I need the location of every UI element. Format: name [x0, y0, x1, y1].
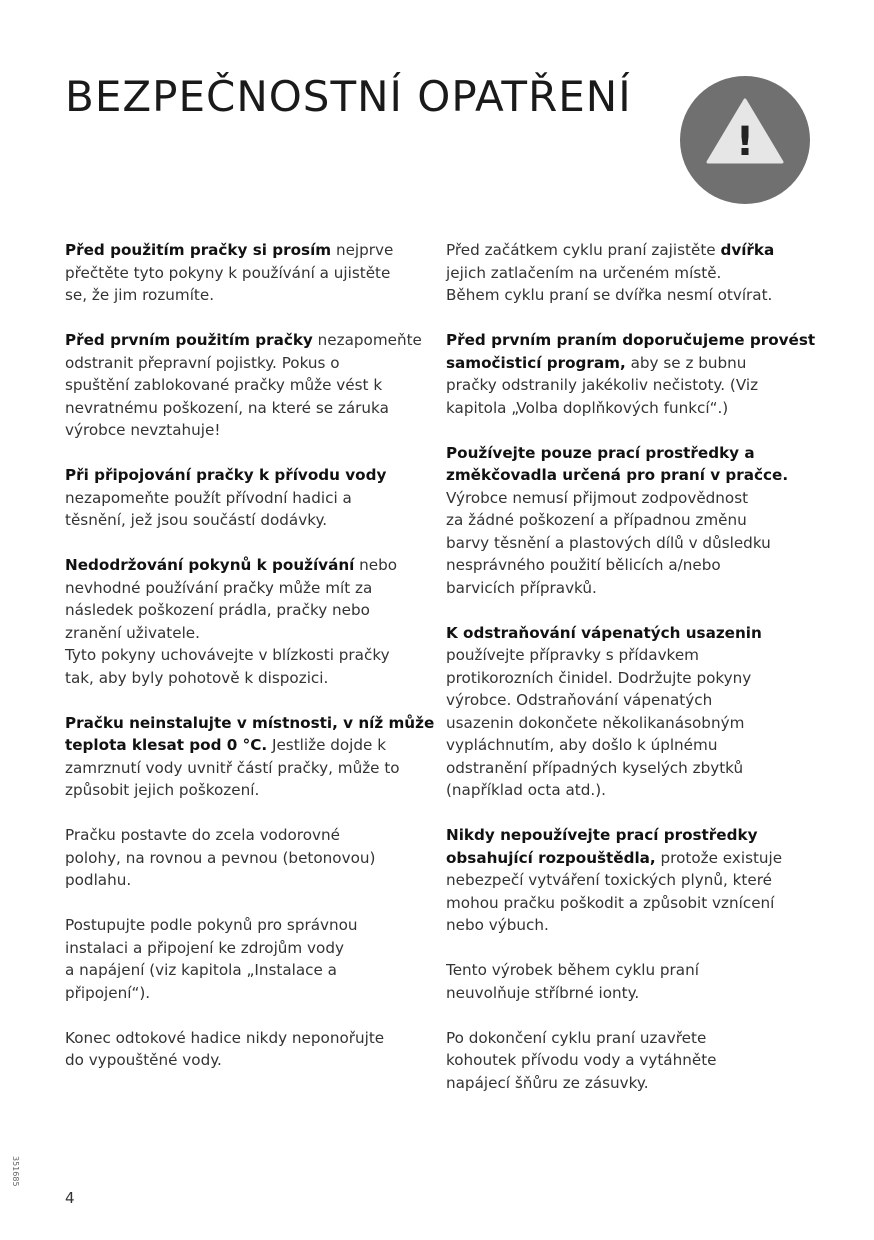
text-line — [65, 599, 437, 622]
text-line — [446, 622, 836, 645]
text: a napájení (viz kapitola „Instalace a — [65, 961, 337, 979]
text-line — [446, 689, 836, 712]
text: používejte přípravky s přídavkem — [446, 646, 699, 664]
bold-text: K odstraňování vápenatých usazenin — [446, 623, 762, 642]
text-line — [446, 284, 836, 307]
text: přečtěte tyto pokyny k používání a ujistěte — [65, 263, 391, 282]
text-line — [446, 847, 836, 870]
text: Tyto pokyny uchovávejte v blízkosti pračky — [65, 646, 390, 664]
text-line — [65, 509, 437, 532]
text: odstranit přepravní pojistky. Pokus o — [65, 353, 340, 372]
text-line — [65, 982, 437, 1005]
text-line — [446, 487, 836, 510]
text: tak, aby byly pohotově k dispozici. — [65, 668, 329, 687]
text-line — [65, 667, 437, 690]
text: zamrznutí vody uvnitř částí pračky, může to — [65, 758, 400, 777]
bold-text: změkčovadla určená pro praní v pračce. — [446, 466, 789, 484]
text: barvy těsnění a plastových dílů v důsledku — [446, 533, 771, 552]
text-line — [65, 577, 437, 600]
text-line — [65, 419, 437, 442]
text-line — [65, 554, 437, 577]
text: Konec odtokové hadice nikdy neponořujte — [65, 1028, 385, 1047]
text: připojení“). — [65, 983, 151, 1002]
text-line — [446, 262, 836, 285]
text: odstranění případných kyselých zbytků — [446, 758, 744, 777]
text-line — [65, 869, 437, 892]
text-line — [65, 464, 437, 487]
document-code: 351685 — [11, 1156, 20, 1187]
text-line — [65, 1049, 437, 1072]
paragraph — [446, 1027, 836, 1095]
text: Pračku postavte do zcela vodorovné — [65, 826, 340, 844]
text-line — [446, 239, 836, 262]
text-line — [446, 712, 836, 735]
text: barvicích přípravků. — [446, 578, 597, 597]
text-line — [446, 734, 836, 757]
text: zranění uživatele. — [65, 623, 200, 642]
text: podlahu. — [65, 871, 132, 889]
text-line — [446, 914, 836, 937]
text: těsnění, jež jsou součástí dodávky. — [65, 511, 328, 529]
text: napájecí šňůru ze zásuvky. — [446, 1073, 649, 1092]
text: nebezpečí vytváření toxických plynů, které — [446, 871, 772, 889]
text: mohou pračku poškodit a způsobit vznícení — [446, 893, 775, 912]
text-line — [65, 352, 437, 375]
text-line — [65, 779, 437, 802]
bold-text: samočisticí program, — [446, 353, 626, 372]
text: nezapomeňte použít přívodní hadici a — [65, 488, 352, 507]
text-line — [446, 577, 836, 600]
right-column — [446, 239, 836, 1117]
text: za žádné poškození a případnou změnu — [446, 511, 747, 529]
text-line — [446, 757, 836, 780]
page-number: 4 — [65, 1189, 75, 1207]
text: nesprávného použití bělicích a/nebo — [446, 556, 721, 574]
text-line — [446, 1072, 836, 1095]
text: se, že jim rozumíte. — [65, 286, 215, 304]
paragraph — [446, 622, 836, 802]
text-line — [65, 644, 437, 667]
text-line — [65, 239, 437, 262]
text: Před začátkem cyklu praní zajistěte — [446, 241, 721, 259]
bold-text: Při připojování pračky k přívodu vody — [65, 466, 387, 484]
text-line — [65, 329, 437, 352]
text-line — [65, 712, 437, 735]
text-line — [65, 734, 437, 757]
bold-text: Před prvním použitím pračky — [65, 331, 313, 349]
text-line — [65, 824, 437, 847]
text-line — [65, 959, 437, 982]
text: vypláchnutím, aby došlo k úplnému — [446, 736, 718, 754]
text-line — [446, 644, 836, 667]
text-line — [65, 937, 437, 960]
paragraph — [446, 824, 836, 937]
text-line — [65, 914, 437, 937]
text-line — [446, 397, 836, 420]
bold-text: Nikdy nepoužívejte prací prostředky — [446, 826, 758, 844]
text: Během cyklu praní se dvířka nesmí otvírat. — [446, 286, 773, 304]
text: polohy, na rovnou a pevnou (betonovou) — [65, 848, 376, 867]
paragraph — [65, 824, 437, 892]
text: (například octa atd.). — [446, 781, 606, 799]
text: nezapomeňte — [312, 331, 422, 349]
paragraph — [65, 1027, 437, 1072]
text: neuvolňuje stříbrné ionty. — [446, 983, 640, 1002]
text-line — [65, 1027, 437, 1050]
paragraph — [65, 554, 437, 689]
text: usazenin dokončete několikanásobným — [446, 713, 745, 732]
warning-badge — [680, 76, 810, 204]
text-line — [65, 622, 437, 645]
text: protože existuje — [655, 848, 783, 867]
text: výrobce. Odstraňování vápenatých — [446, 691, 713, 709]
paragraph — [65, 239, 437, 307]
bold-text: Pračku neinstalujte v místnosti, v níž může — [65, 713, 435, 732]
text-line — [446, 1049, 836, 1072]
text-line — [65, 757, 437, 780]
text: Tento výrobek během cyklu praní — [446, 961, 699, 979]
paragraph — [446, 959, 836, 1004]
text: Jestliže dojde k — [267, 736, 387, 754]
text: kapitola „Volba doplňkových funkcí“.) — [446, 398, 729, 417]
text: jejich zatlačením na určeném místě. — [446, 263, 722, 282]
text: kohoutek přívodu vody a vytáhněte — [446, 1051, 717, 1069]
text: spuštění zablokované pračky může vést k — [65, 376, 383, 394]
text: aby se z bubnu — [625, 353, 747, 372]
text: nevratnému poškození, na které se záruka — [65, 398, 389, 417]
text: nebo výbuch. — [446, 916, 549, 934]
text-line — [65, 397, 437, 420]
text: nevhodné používání pračky může mít za — [65, 578, 373, 597]
paragraph — [446, 239, 836, 307]
paragraph — [446, 329, 836, 419]
text: pračky odstranily jakékoliv nečistoty. (Viz — [446, 376, 759, 394]
text: následek poškození prádla, pračky nebo — [65, 601, 370, 619]
text-line — [65, 847, 437, 870]
text-line — [65, 262, 437, 285]
text-line — [446, 442, 836, 465]
text: způsobit jejich poškození. — [65, 781, 260, 799]
text: Výrobce nemusí přijmout zodpovědnost — [446, 488, 749, 507]
text-line — [446, 329, 836, 352]
text-line — [65, 374, 437, 397]
paragraph — [65, 712, 437, 802]
text: výrobce nevztahuje! — [65, 421, 221, 439]
text: nebo — [354, 556, 398, 574]
bold-text: Před prvním praním doporučujeme provést — [446, 331, 816, 349]
paragraph — [65, 329, 437, 442]
bold-text: Před použitím pračky si prosím — [65, 241, 332, 259]
paragraph — [446, 442, 836, 600]
text-line — [446, 892, 836, 915]
text-line — [65, 487, 437, 510]
paragraph — [65, 914, 437, 1004]
text: nejprve — [331, 241, 394, 259]
text-line — [446, 554, 836, 577]
left-column — [65, 239, 437, 1094]
text: instalaci a připojení ke zdrojům vody — [65, 938, 344, 957]
text-line — [446, 1027, 836, 1050]
text: Po dokončení cyklu praní uzavřete — [446, 1028, 707, 1047]
text: protikorozních činidel. Dodržujte pokyny — [446, 668, 752, 687]
bold-text: teplota klesat pod 0 °C. — [65, 736, 268, 754]
page-title: BEZPEČNOSTNÍ OPATŘENÍ — [65, 72, 632, 121]
exclamation-mark: ! — [735, 119, 755, 165]
text-line — [446, 824, 836, 847]
text: Postupujte podle pokynů pro správnou — [65, 916, 358, 934]
bold-text: Nedodržování pokynů k používání — [65, 556, 355, 574]
text-line — [446, 509, 836, 532]
text-line — [446, 667, 836, 690]
text-line — [446, 464, 836, 487]
warning-triangle-icon — [680, 76, 810, 204]
text-line — [446, 779, 836, 802]
text-line — [446, 959, 836, 982]
text: do vypouštěné vody. — [65, 1051, 222, 1069]
text-line — [446, 374, 836, 397]
text-line — [446, 869, 836, 892]
bold-text: Používejte pouze prací prostředky a — [446, 443, 755, 462]
text-line — [446, 982, 836, 1005]
text-line — [446, 352, 836, 375]
text-line — [446, 532, 836, 555]
bold-text: obsahující rozpouštědla, — [446, 848, 656, 867]
text-line — [65, 284, 437, 307]
bold-text: dvířka — [720, 241, 775, 259]
paragraph — [65, 464, 437, 532]
